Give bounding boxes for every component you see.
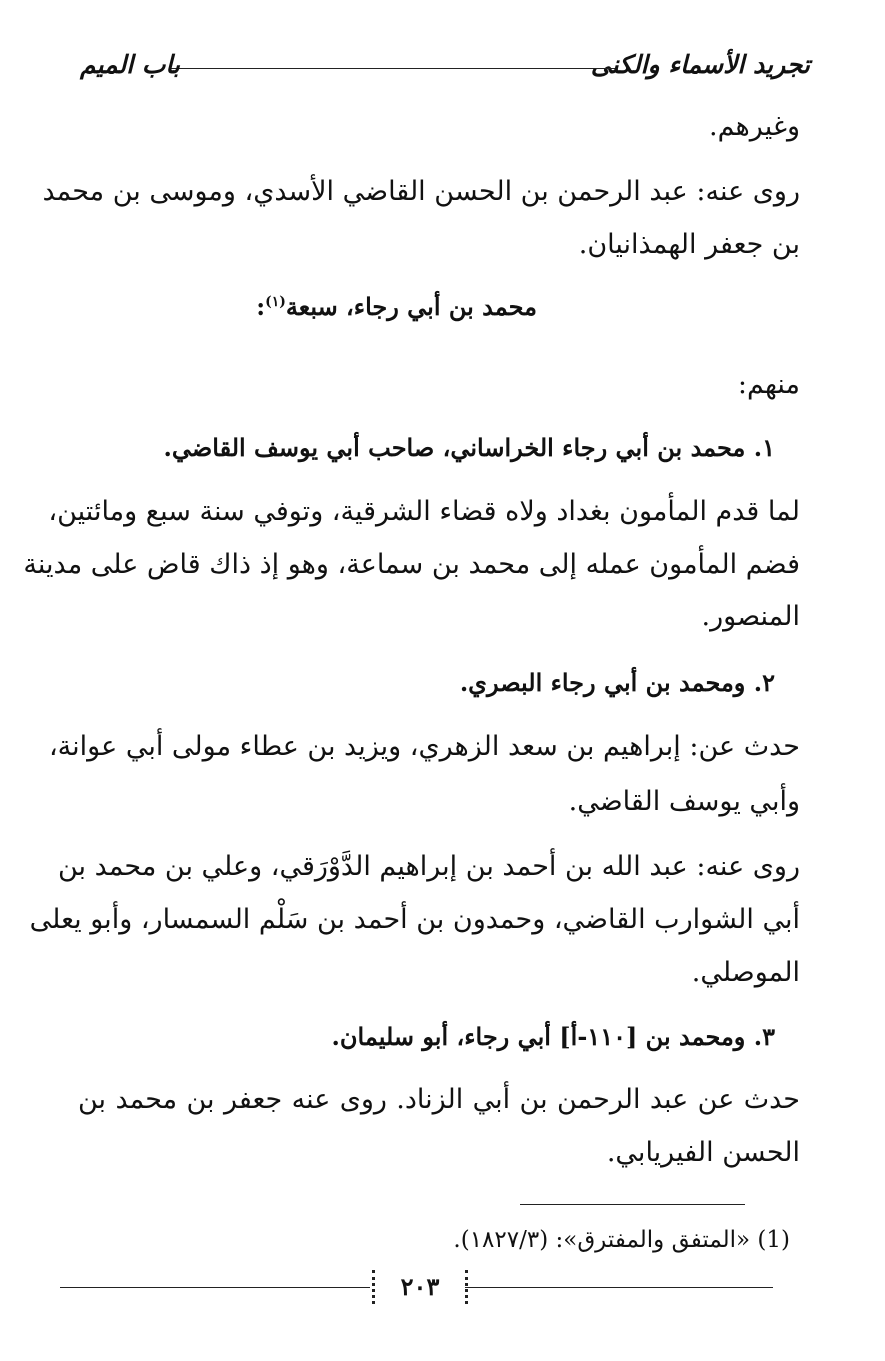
section-heading-text: محمد بن أبي رجاء، سبعة xyxy=(285,292,537,321)
text-line: الحسن الفيريابي. xyxy=(606,1137,800,1168)
text-line: بن جعفر الهمذانيان. xyxy=(578,229,800,260)
text-line: حدث عن عبد الرحمن بن أبي الزناد. روى عنه جعفر بن محمد بن xyxy=(78,1084,800,1115)
text-line: روى عنه: عبد الرحمن بن الحسن القاضي الأسدي، وموسى بن محمد xyxy=(42,176,800,207)
text-line: منهم: xyxy=(737,369,800,400)
text-line: حدث عن: إبراهيم بن سعد الزهري، ويزيد بن عطاء مولى أبي عوانة، xyxy=(48,731,800,762)
book-title: تجريد الأسماء والكنى xyxy=(590,50,810,79)
text-line: المنصور. xyxy=(701,601,800,632)
text-line: فضم المأمون عمله إلى محمد بن سماعة، وهو إذ ذاك قاض على مدينة xyxy=(23,549,800,580)
section-heading-colon: : xyxy=(256,292,266,321)
header-rule xyxy=(170,68,615,69)
text-line: وغيرهم. xyxy=(709,111,800,142)
entry-heading-1: ١. محمد بن أبي رجاء الخراساني، صاحب أبي يوسف القاضي. xyxy=(163,433,775,462)
bottom-rule xyxy=(60,1287,370,1288)
entry-heading-3: ٣. ومحمد بن [١١٠-أ] أبي رجاء، أبو سليمان. xyxy=(331,1022,775,1051)
text-line: أبي الشوارب القاضي، وحمدون بن أحمد بن سَلْم السمسار، وأبو يعلى xyxy=(29,904,800,935)
footnote-separator xyxy=(520,1204,745,1205)
entry-heading-2: ٢. ومحمد بن أبي رجاء البصري. xyxy=(459,668,775,697)
chapter-title: باب الميم xyxy=(80,50,181,79)
footnote: (1) «المتفق والمفترق»: (١٨٢٧/٣). xyxy=(453,1227,790,1253)
running-header xyxy=(80,50,810,90)
text-line: لما قدم المأمون بغداد ولاه قضاء الشرقية، وتوفي سنة سبع ومائتين، xyxy=(48,496,800,527)
page-number: ٢٠٣ xyxy=(372,1270,468,1304)
bottom-rule xyxy=(465,1287,773,1288)
section-heading xyxy=(256,282,537,327)
text-line: وأبي يوسف القاضي. xyxy=(568,786,800,817)
text-line: الموصلي. xyxy=(691,957,800,988)
text-line: روى عنه: عبد الله بن أحمد بن إبراهيم الدَّوْرَقي، وعلي بن محمد بن xyxy=(58,851,800,882)
footnote-ref[interactable]: (١) xyxy=(265,294,286,310)
